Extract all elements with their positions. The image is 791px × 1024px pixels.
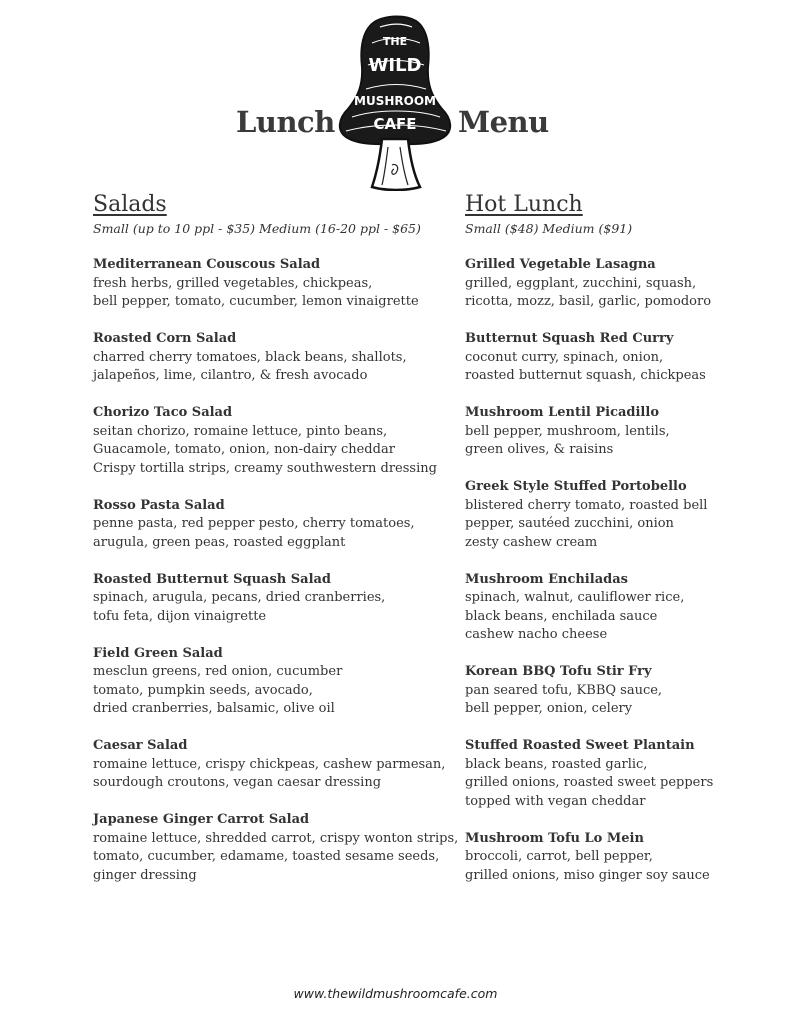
- menu-item-description: romaine lettuce, crispy chickpeas, cashew parmesan,: [93, 756, 446, 772]
- hot-lunch-heading: Hot Lunch: [465, 192, 583, 217]
- menu-item-description: charred cherry tomatoes, black beans, shallots,: [93, 349, 407, 365]
- menu-item-description: fresh herbs, grilled vegetables, chickpeas,: [93, 275, 373, 291]
- menu-item-description: seitan chorizo, romaine lettuce, pinto beans,: [93, 423, 388, 439]
- menu-item-description: arugula, green peas, roasted eggplant: [93, 534, 346, 550]
- menu-item-name: Caesar Salad: [93, 738, 188, 753]
- menu-item-description: bell pepper, onion, celery: [465, 701, 633, 716]
- menu-item: [93, 645, 443, 719]
- menu-item: [465, 830, 765, 886]
- menu-item-name: Field Green Salad: [93, 645, 223, 661]
- menu-item-description: ginger dressing: [93, 867, 197, 883]
- menu-item-name: Grilled Vegetable Lasagna: [465, 257, 656, 272]
- menu-item-description: romaine lettuce, shredded carrot, crispy wonton strips,: [93, 830, 459, 846]
- menu-item: [93, 330, 443, 386]
- menu-item-description: penne pasta, red pepper pesto, cherry tomatoes,: [93, 516, 415, 531]
- menu-item-name: Mushroom Enchiladas: [465, 571, 628, 587]
- menu-item-name: Mediterranean Couscous Salad: [93, 257, 321, 272]
- logo-text-the: THE: [382, 35, 408, 48]
- salads-column: [93, 190, 459, 904]
- menu-item-description: bell pepper, tomato, cucumber, lemon vinaigrette: [93, 294, 419, 309]
- menu-item-description: topped with vegan cheddar: [465, 793, 646, 809]
- menu-item: [465, 571, 765, 645]
- menu-item-description: jalapeños, lime, cilantro, & fresh avocado: [93, 368, 368, 383]
- menu-item-name: Butternut Squash Red Curry: [465, 331, 674, 346]
- menu-item-description: spinach, arugula, pecans, dried cranberries,: [93, 590, 386, 605]
- logo-text-cafe: CAFE: [373, 115, 417, 133]
- menu-item: [93, 404, 443, 478]
- menu-item-name: Chorizo Taco Salad: [93, 405, 233, 420]
- menu-item: [93, 811, 459, 885]
- menu-item-description: mesclun greens, red onion, cucumber: [93, 664, 343, 679]
- hot-lunch-list: [465, 256, 765, 885]
- salads-list: [93, 256, 459, 885]
- menu-item-description: broccoli, carrot, bell pepper,: [465, 849, 653, 864]
- menu-item-description: bell pepper, mushroom, lentils,: [465, 423, 670, 439]
- menu-item-description: zesty cashew cream: [465, 534, 598, 550]
- menu-item-description: Guacamole, tomato, onion, non-dairy cheddar: [93, 442, 395, 457]
- menu-item: [93, 256, 443, 312]
- menu-item-name: Roasted Butternut Squash Salad: [93, 571, 332, 587]
- menu-item: [93, 571, 443, 627]
- menu-item: [93, 497, 443, 553]
- menu-item-description: grilled onions, roasted sweet peppers: [465, 775, 714, 790]
- menu-item-description: ricotta, mozz, basil, garlic, pomodoro: [465, 294, 712, 309]
- title-menu: Menu: [458, 105, 549, 139]
- menu-item-description: sourdough croutons, vegan caesar dressing: [93, 775, 382, 790]
- menu-item-name: Stuffed Roasted Sweet Plantain: [465, 738, 695, 753]
- menu-item-description: black beans, enchilada sauce: [465, 608, 658, 624]
- menu-item-name: Greek Style Stuffed Portobello: [465, 479, 687, 494]
- menu-item-name: Mushroom Tofu Lo Mein: [465, 830, 644, 846]
- menu-item-name: Korean BBQ Tofu Stir Fry: [465, 664, 652, 679]
- salads-heading: Salads: [93, 192, 167, 217]
- menu-item: [93, 737, 446, 793]
- menu-header: [0, 0, 791, 195]
- menu-item-description: tomato, pumpkin seeds, avocado,: [93, 682, 313, 698]
- menu-item-name: Mushroom Lentil Picadillo: [465, 405, 659, 420]
- menu-item-description: spinach, walnut, cauliflower rice,: [465, 590, 685, 605]
- menu-item-description: black beans, roasted garlic,: [465, 756, 648, 772]
- logo-text-wild: WILD: [368, 55, 422, 76]
- title-lunch: Lunch: [236, 105, 335, 139]
- menu-item: [465, 404, 765, 460]
- salads-pricing: Small (up to 10 ppl - $35) Medium (16-20 ppl - $65): [93, 221, 421, 236]
- hot-lunch-pricing: Small ($48) Medium ($91): [465, 221, 633, 236]
- menu-item-description: tofu feta, dijon vinaigrette: [93, 608, 267, 624]
- menu-item-description: cashew nacho cheese: [465, 627, 608, 642]
- menu-item-description: dried cranberries, balsamic, olive oil: [93, 701, 335, 716]
- menu-item-name: Roasted Corn Salad: [93, 331, 237, 346]
- menu-item-name: Japanese Ginger Carrot Salad: [93, 812, 310, 827]
- menu-item-description: roasted butternut squash, chickpeas: [465, 368, 706, 383]
- menu-item-name: Rosso Pasta Salad: [93, 497, 225, 513]
- menu-item-description: green olives, & raisins: [465, 442, 614, 457]
- hot-lunch-column: [465, 190, 765, 904]
- mushroom-logo: [336, 15, 454, 191]
- website-url: www.thewildmushroomcafe.com: [293, 986, 498, 1001]
- menu-item: [465, 256, 765, 312]
- menu-item: [465, 330, 765, 386]
- menu-item-description: pan seared tofu, KBBQ sauce,: [465, 682, 663, 698]
- menu-item-description: pepper, sautéed zucchini, onion: [465, 516, 674, 531]
- menu-item-description: Crispy tortilla strips, creamy southwestern dressing: [93, 460, 437, 476]
- menu-item-description: coconut curry, spinach, onion,: [465, 349, 664, 365]
- menu-item-description: grilled, eggplant, zucchini, squash,: [465, 275, 697, 291]
- menu-item: [465, 663, 765, 719]
- menu-item-description: blistered cherry tomato, roasted bell: [465, 497, 708, 513]
- menu-item-description: tomato, cucumber, edamame, toasted sesame seeds,: [93, 849, 440, 864]
- menu-item-description: grilled onions, miso ginger soy sauce: [465, 867, 710, 883]
- menu-item: [465, 737, 765, 811]
- logo-text-mushroom: MUSHROOM: [354, 94, 436, 108]
- menu-item: [465, 478, 765, 552]
